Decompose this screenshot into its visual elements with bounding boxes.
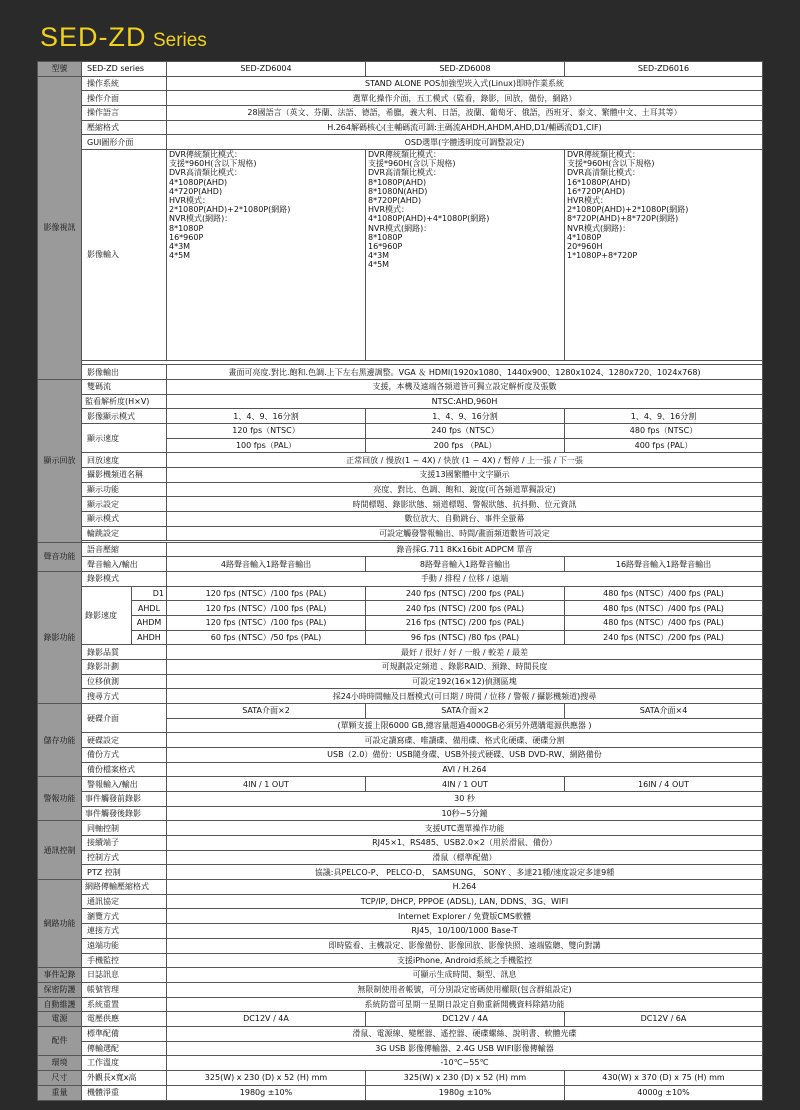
row-label: 顯示模式	[82, 512, 167, 527]
row-value: 畫面可亮度.對比.飽和.色調.上下左右黑邊調整。VGA ＆ HDMI(1920x1080、1440x900、1280x1024、1280x720、1024x768)	[167, 365, 763, 380]
row-value: Internet Explorer / 免費版CMS軟體	[167, 909, 763, 924]
row-label: 顯示功能	[82, 482, 167, 497]
row-label: PTZ 控制	[82, 865, 167, 880]
row-value: RJ45×1、RS485、USB2.0×2（用於滑鼠、備份）	[167, 836, 763, 851]
table-row	[38, 880, 763, 895]
category-record: 錄影功能	[38, 572, 82, 704]
row-value: TCP/IP, DHCP, PPPOE (ADSL), LAN, DDNS、3G、WIFI	[167, 894, 763, 909]
row-label: 影像輸出	[82, 365, 167, 380]
table-row	[38, 572, 763, 587]
row-sublabel: AHDM	[132, 616, 167, 631]
row-value: 240 fps (NTSC）/200 fps (PAL)	[565, 630, 763, 645]
row-label: 機體淨重	[82, 1085, 167, 1100]
row-value: H.264	[167, 880, 763, 895]
row-value: DC12V / 6A	[565, 1012, 763, 1027]
row-label: 錄影模式	[82, 572, 167, 587]
table-row	[38, 120, 763, 135]
row-value: OSD選單(字體透明度可調整設定)	[167, 135, 763, 150]
row-sublabel: D1	[132, 586, 167, 601]
model-6008: SED-ZD6008	[366, 62, 565, 77]
row-label: 備份方式	[82, 748, 167, 763]
row-value: 240 fps（NTSC）	[366, 424, 565, 439]
row-value: 430(W) x 370 (D) x 75 (H) mm	[565, 1070, 763, 1085]
row-value: 採24小時時間軸及日曆模式(可日期 / 時間 / 位移 / 警報 / 攝影機頻道)搜尋	[167, 689, 763, 704]
row-value: 120 fps (NTSC）/100 fps (PAL)	[167, 586, 366, 601]
row-value: H.264解碼核心(主輔碼流可調:主碼流AHDH,AHDM,AHD,D1/輔碼流D1,CIF)	[167, 120, 763, 135]
row-value: STAND ALONE POS加強型崁入式(Linux)即時作業系統	[167, 76, 763, 91]
category-comm: 通訊控制	[38, 821, 82, 880]
table-row	[38, 748, 763, 763]
row-value: 即時監看、主機設定、影像備份、影像回放、影像快照、遠端監聽、雙向對講	[167, 938, 763, 953]
row-value: -10℃~55℃	[167, 1056, 763, 1071]
row-label: 攝影機頻道名稱	[82, 468, 167, 483]
category-video: 影像視訊	[38, 76, 82, 379]
row-label: 帳號管理	[82, 982, 167, 997]
row-value: 支援，本機及遠端各頻道皆可獨立設定解析度及張數	[167, 380, 763, 395]
row-value: 1980g ±10%	[167, 1085, 366, 1100]
row-value: 100 fps（PAL）	[167, 438, 366, 453]
row-value: 1980g ±10%	[366, 1085, 565, 1100]
row-value: 支援13國繁體中文字顯示	[167, 468, 763, 483]
category-acc: 配件	[38, 1026, 82, 1055]
category-audio: 聲音功能	[38, 542, 82, 571]
row-value: 325(W) x 230 (D) x 52 (H) mm	[167, 1070, 366, 1085]
table-row	[38, 777, 763, 792]
video-input-6008: DVR傳統類比模式： 支援*960H(含以下規格) DVR高清類比模式： 8*1080P(AHD) 8*1080N(AHD) 8*720P(AHD) HVR模式： 4*1080P(AHD)+4*1080P(網路) NVR模式(網路)： 8*1080P 16*960P 4*3M 4*5M	[366, 150, 565, 360]
row-value: 數位放大、自動跳台、事件全螢幕	[167, 512, 763, 527]
row-value: 支援iPhone, Android系統之手機監控	[167, 953, 763, 968]
row-value: 4IN / 1 OUT	[366, 777, 565, 792]
row-label: 硬碟介面	[82, 704, 167, 733]
row-value: 96 fps (NTSC) /80 fps (PAL)	[366, 630, 565, 645]
row-value: 200 fps （PAL）	[366, 438, 565, 453]
row-label: 網路傳輸壓縮格式	[82, 880, 167, 895]
series-name: SED-ZD	[40, 22, 147, 52]
table-row	[38, 468, 763, 483]
row-value: 4IN / 1 OUT	[167, 777, 366, 792]
row-value: 400 fps (PAL）	[565, 438, 763, 453]
page-title	[40, 22, 207, 53]
table-row	[38, 365, 763, 380]
row-value: 480 fps (NTSC）/400 fps (PAL)	[565, 616, 763, 631]
row-value: 1、4、9、16分割	[565, 409, 763, 424]
row-value: 可規劃設定頻道 、錄影RAID、預錄、時間長度	[167, 660, 763, 675]
row-value: RJ45，10/100/1000 Base-T	[167, 924, 763, 939]
row-label: 操作語言	[82, 106, 167, 121]
row-label: 通訊協定	[82, 894, 167, 909]
category-security: 保密防護	[38, 982, 82, 997]
table-row	[38, 660, 763, 675]
row-value: SATA介面×2	[366, 704, 565, 719]
table-row	[38, 76, 763, 91]
table-row	[38, 380, 763, 395]
row-value: 可設定觸發警報輸出、時間/畫面頻道數皆可設定	[167, 526, 763, 541]
row-label: 事件觸發前錄影	[82, 792, 167, 807]
table-row	[38, 1056, 763, 1071]
spec-table	[37, 61, 763, 1101]
row-label: 電壓供應	[82, 1012, 167, 1027]
table-row	[38, 806, 763, 821]
row-label: 手機監控	[82, 953, 167, 968]
row-label: 輪跳設定	[82, 526, 167, 541]
row-value: AVI / H.264	[167, 762, 763, 777]
row-value: 1、4、9、16分割	[366, 409, 565, 424]
row-value: 系統防當可星期一星期日設定自動重新開機資料除錯功能	[167, 997, 763, 1012]
row-value: DC12V / 4A	[366, 1012, 565, 1027]
row-value: DC12V / 4A	[167, 1012, 366, 1027]
table-row	[38, 616, 763, 631]
video-input-6004: DVR傳統類比模式： 支援*960H(含以下規格) DVR高清類比模式： 4*1080P(AHD) 4*720P(AHD) HVR模式： 2*1080P(AHD)+2*1080P(網路) NVR模式(網路)： 8*1080P 16*960P 4*3M 4*5M	[167, 150, 366, 360]
row-label: 遠端功能	[82, 938, 167, 953]
table-row	[38, 91, 763, 106]
row-label: 錄影速度	[82, 586, 132, 645]
row-label: 硬碟設定	[82, 733, 167, 748]
row-value: 正常回放 / 慢放(1 ~ 4X) / 快放 (1 ~ 4X) / 暫停 / 上一張 / 下一張	[167, 453, 763, 468]
row-value: 滑鼠（標準配備）	[167, 850, 763, 865]
table-row	[38, 762, 763, 777]
table-row	[38, 150, 763, 360]
table-row	[38, 674, 763, 689]
table-row	[38, 394, 763, 409]
row-label: 雙碼流	[82, 380, 167, 395]
row-value: SATA介面×2	[167, 704, 366, 719]
table-row	[38, 542, 763, 557]
table-row	[38, 512, 763, 527]
video-input-6016: DVR傳統類比模式： 支援*960H(含以下規格) DVR高清類比模式： 16*1080P(AHD) 16*720P(AHD) HVR模式： 2*1080P(AHD)+2*1080P(網路) 8*720P(AHD)+8*720P(網路) NVR模式(網路)： 4*1080P 20*960H 1*1080P+8*720P	[565, 150, 763, 360]
row-sublabel: AHDL	[132, 601, 167, 616]
row-label: 聲音輸入/輸出	[82, 557, 167, 572]
table-row	[38, 106, 763, 121]
category-storage: 儲存功能	[38, 704, 82, 777]
row-label: 接續端子	[82, 836, 167, 851]
table-row	[38, 865, 763, 880]
table-row	[38, 482, 763, 497]
table-row	[38, 982, 763, 997]
row-label: 操作系統	[82, 76, 167, 91]
row-label: 錄影計劃	[82, 660, 167, 675]
row-value: 錄音採G.711 8Kx16bit ADPCM 單音	[167, 542, 763, 557]
table-row	[38, 135, 763, 150]
row-value: 3G USB 影像傳輸器、2.4G USB WIFI影像傳輸器	[167, 1041, 763, 1056]
table-row	[38, 1026, 763, 1041]
spec-table-wrapper	[37, 61, 762, 1101]
row-label: 連接方式	[82, 924, 167, 939]
table-row	[38, 645, 763, 660]
table-row	[38, 526, 763, 541]
table-row	[38, 586, 763, 601]
row-value: 16路聲音輸入1路聲音輸出	[565, 557, 763, 572]
row-value: 手動 / 排程 / 位移 / 遠端	[167, 572, 763, 587]
row-value: 最好 / 很好 / 好 / 一般 / 較差 / 最差	[167, 645, 763, 660]
table-row	[38, 424, 763, 439]
row-label: 日誌訊息	[82, 968, 167, 983]
table-row	[38, 938, 763, 953]
row-value: 480 fps (NTSC）/400 fps (PAL)	[565, 601, 763, 616]
row-value: 4000g ±10%	[565, 1085, 763, 1100]
table-row	[38, 909, 763, 924]
table-row	[38, 409, 763, 424]
table-row	[38, 62, 763, 77]
category-alarm: 警報功能	[38, 777, 82, 821]
row-label: 警報輸入/輸出	[82, 777, 167, 792]
table-row	[38, 557, 763, 572]
row-value: 可顯示生成時間、類型、訊息	[167, 968, 763, 983]
row-label: 標準配備	[82, 1026, 167, 1041]
row-value: 120 fps（NTSC）	[167, 424, 366, 439]
row-value: 支援UTC選單操作功能	[167, 821, 763, 836]
series-suffix: Series	[152, 30, 207, 51]
row-value: 亮度、對比、色調、飽和、銳度(可各頻道單獨設定)	[167, 482, 763, 497]
table-row	[38, 850, 763, 865]
row-label: 備份檔案格式	[82, 762, 167, 777]
table-row	[38, 792, 763, 807]
row-value: 216 fps (NTSC) /200 fps (PAL)	[366, 616, 565, 631]
category-network: 網路功能	[38, 880, 82, 968]
row-value: 無限制使用者帳號，可分別設定密碼使用權限(包含群組設定)	[167, 982, 763, 997]
row-label: 系統重置	[82, 997, 167, 1012]
table-row	[38, 821, 763, 836]
row-value: 4路聲音輸入1路聲音輸出	[167, 557, 366, 572]
row-value: 480 fps（NTSC）	[565, 424, 763, 439]
row-value: 16IN / 4 OUT	[565, 777, 763, 792]
row-label: 搜尋方式	[82, 689, 167, 704]
table-row	[38, 601, 763, 616]
row-value: 240 fps (NTSC) /200 fps (PAL)	[366, 601, 565, 616]
table-row	[38, 924, 763, 939]
table-row	[38, 733, 763, 748]
table-row	[38, 997, 763, 1012]
table-row	[38, 894, 763, 909]
category-cell: 型號	[38, 62, 82, 77]
row-label: 顯示設定	[82, 497, 167, 512]
row-label: 外觀長x寬x高	[82, 1070, 167, 1085]
row-label: 傳輸選配	[82, 1041, 167, 1056]
table-row	[38, 704, 763, 719]
table-row	[38, 453, 763, 468]
row-label: 壓縮格式	[82, 120, 167, 135]
row-value: (單顆支援上限6000 GB,總容量超過4000GB必須另外選購電源供應器 )	[167, 718, 763, 733]
row-value: 選單化操作介面，五工模式（監看，錄影，回放，備份，網路）	[167, 91, 763, 106]
row-value: 10秒~5分鐘	[167, 806, 763, 821]
table-row	[38, 1041, 763, 1056]
table-row	[38, 953, 763, 968]
row-value: 可設定192(16×12)偵測區塊	[167, 674, 763, 689]
row-value: 30 秒	[167, 792, 763, 807]
category-env: 環境	[38, 1056, 82, 1071]
row-label: 回放速度	[82, 453, 167, 468]
row-value: 協議:具PELCO-P、 PELCO-D、 SAMSUNG、 SONY 、多達21種/速度設定多達9種	[167, 865, 763, 880]
row-label: 控制方式	[82, 850, 167, 865]
row-value: NTSC:AHD,960H	[167, 394, 763, 409]
row-label: 瀏覽方式	[82, 909, 167, 924]
row-value: 120 fps (NTSC）/100 fps (PAL)	[167, 601, 366, 616]
table-row	[38, 689, 763, 704]
row-value: USB（2.0）備份：USB隨身碟、USB外接式硬碟、USB DVD-RW、網路備份	[167, 748, 763, 763]
row-value: 滑鼠、電源線、變壓器、遙控器、硬碟螺絲、說明書、軟體光碟	[167, 1026, 763, 1041]
model-6004: SED-ZD6004	[167, 62, 366, 77]
row-label: 操作介面	[82, 91, 167, 106]
row-value: 120 fps (NTSC）/100 fps (PAL)	[167, 616, 366, 631]
row-value: 60 fps (NTSC）/50 fps (PAL)	[167, 630, 366, 645]
row-value: 325(W) x 230 (D) x 52 (H) mm	[366, 1070, 565, 1085]
row-sublabel: AHDH	[132, 630, 167, 645]
row-label: 影像輸入	[82, 150, 167, 360]
table-row	[38, 836, 763, 851]
row-label: 錄影品質	[82, 645, 167, 660]
category-size: 尺寸	[38, 1070, 82, 1085]
row-label: GUI圖形介面	[82, 135, 167, 150]
row-value: 480 fps (NTSC）/400 fps (PAL)	[565, 586, 763, 601]
category-power: 電源	[38, 1012, 82, 1027]
row-value: 240 fps (NTSC) /200 fps (PAL)	[366, 586, 565, 601]
category-playback: 顯示回放	[38, 380, 82, 543]
row-label: 同軸控制	[82, 821, 167, 836]
table-row	[38, 497, 763, 512]
table-row	[38, 968, 763, 983]
row-label: 監看解析度(H×V)	[82, 394, 167, 409]
table-row	[38, 1012, 763, 1027]
table-row	[38, 1070, 763, 1085]
row-label: 工作溫度	[82, 1056, 167, 1071]
row-label: 影像顯示模式	[82, 409, 167, 424]
row-value: 1、4、9、16分割	[167, 409, 366, 424]
row-value: 28國語言（英文、芬蘭、法語、德語，希臘，義大利、日語，波蘭、葡萄牙、俄語，西班牙、泰文、繁體中文、土耳其等）	[167, 106, 763, 121]
category-weight: 重量	[38, 1085, 82, 1100]
category-event-log: 事件記錄	[38, 968, 82, 983]
table-row	[38, 1085, 763, 1100]
row-label: 語音壓縮	[82, 542, 167, 557]
model-6016: SED-ZD6016	[565, 62, 763, 77]
row-value: 時間標題、錄影狀態、頻道標題、警報狀態、抗抖動、位元資訊	[167, 497, 763, 512]
series-cell: SED-ZD series	[82, 62, 167, 77]
table-row	[38, 630, 763, 645]
category-auto-maint: 自動維護	[38, 997, 82, 1012]
row-label: 顯示速度	[82, 424, 167, 453]
row-label: 位移偵測	[82, 674, 167, 689]
row-label: 事件觸發後錄影	[82, 806, 167, 821]
row-value: 8路聲音輸入1路聲音輸出	[366, 557, 565, 572]
row-value: 可設定讀寫碟、唯讀碟、備用碟、格式化硬碟、硬碟分割	[167, 733, 763, 748]
row-value: SATA介面×4	[565, 704, 763, 719]
